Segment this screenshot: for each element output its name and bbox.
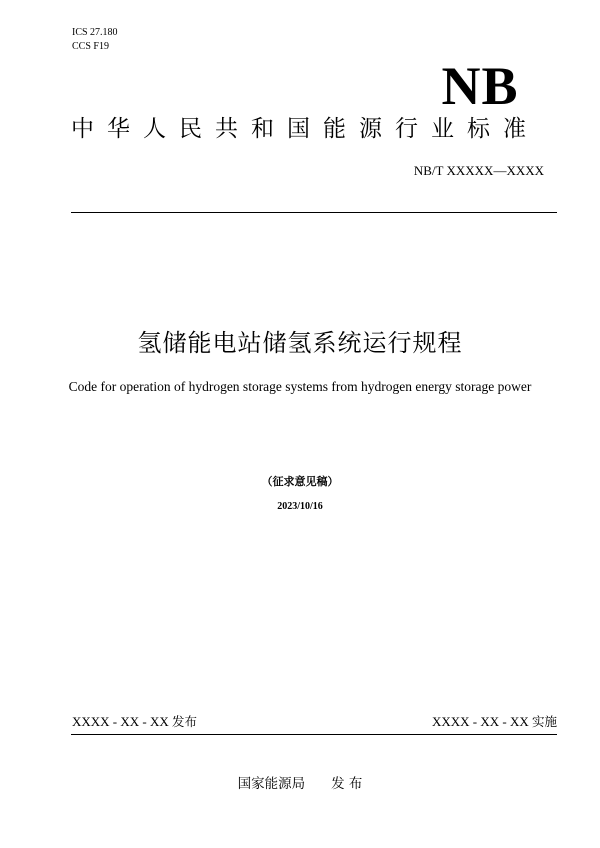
- issuer-action: 发 布: [331, 776, 363, 792]
- issue-date-value: XXXX - XX - XX: [72, 714, 169, 729]
- implementation-date: [432, 714, 557, 730]
- standard-category-title: 中华人民共和国能源行业标准: [71, 116, 539, 142]
- top-divider: [71, 212, 557, 213]
- document-title-chinese: 氢储能电站储氢系统运行规程: [137, 329, 463, 357]
- issuer-name: 国家能源局: [237, 776, 306, 792]
- draft-label: （征求意见稿）: [261, 475, 339, 488]
- implementation-label: 实施: [531, 714, 557, 729]
- draft-date: 2023/10/16: [277, 501, 323, 512]
- document-title-english: Code for operation of hydrogen storage systems from hydrogen energy storage power: [68, 379, 532, 394]
- bottom-divider: [71, 734, 557, 735]
- issue-date: [72, 714, 197, 730]
- ics-code: ICS 27.180: [72, 27, 118, 38]
- nb-logo: NB: [441, 56, 519, 116]
- standard-number: NB/T XXXXX—XXXX: [413, 163, 544, 178]
- implementation-date-value: XXXX - XX - XX: [431, 714, 529, 729]
- issue-label: 发布: [172, 714, 198, 729]
- issuing-authority: [0, 775, 600, 793]
- ccs-code: CCS F19: [72, 41, 109, 52]
